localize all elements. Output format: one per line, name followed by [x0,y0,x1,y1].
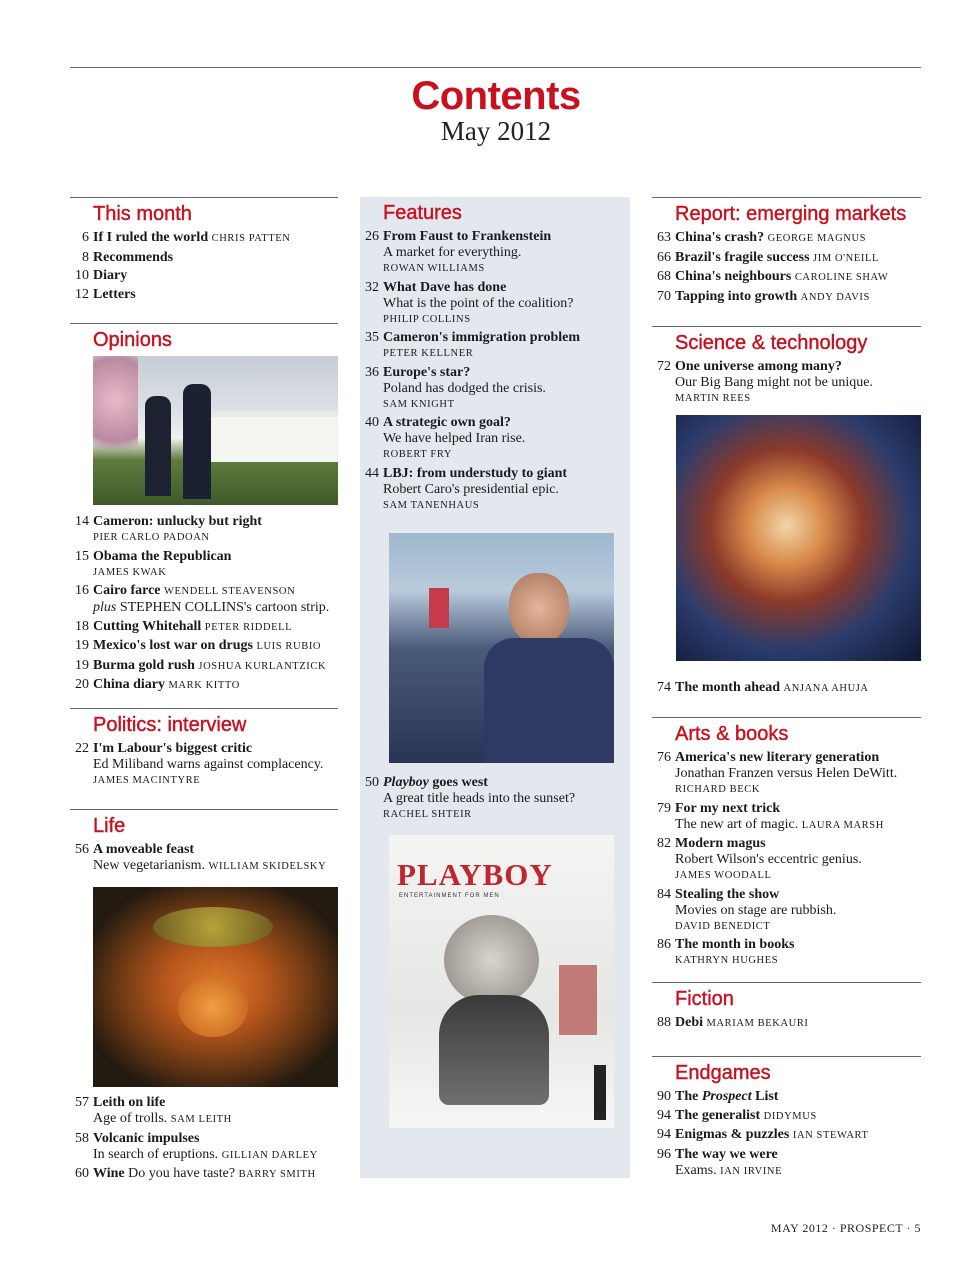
toc-entry[interactable] [360,365,630,413]
entry-deck [93,858,338,875]
page-number: 20 [75,677,89,692]
entry-deck [675,1163,921,1180]
entry-deck [675,852,921,868]
deck-text: Do you have taste? [124,1166,239,1181]
toc-entry[interactable] [360,280,630,328]
section-heading: Science & technology [675,332,868,354]
author: SAM TANENHAUS [383,499,480,511]
title-italic: Prospect [701,1089,752,1104]
entry-title [675,1015,703,1030]
author: MARK KITTO [168,680,240,691]
title-text: From Faust to Frankenstein [383,229,552,244]
toc-entry[interactable] [360,229,630,277]
author: ANDY DAVIS [800,291,870,303]
page-number: 72 [657,359,671,374]
author: JAMES KWAK [93,566,167,578]
title-text: A moveable feast [93,842,195,857]
section-heading: Arts & books [675,723,789,745]
section-science-more [652,680,921,700]
page-number: 86 [657,937,671,952]
page-title: Contents [411,74,581,118]
deck-text: Ed Miliband warns against complacency. [93,757,324,772]
toc-entry[interactable] [652,1015,921,1032]
title-text: Wine [93,1166,125,1181]
page-number: 68 [657,269,671,284]
entry-title [93,268,127,283]
entry-title [383,280,506,295]
section-science [652,326,921,410]
playboy-cover [389,835,614,1128]
author: KATHRYN HUGHES [675,955,779,966]
toc-entry[interactable] [70,658,338,675]
page-number: 60 [75,1166,89,1181]
page-number: 14 [75,514,89,529]
page-number: 36 [365,364,379,380]
page-number: 88 [657,1015,671,1030]
entry-deck [383,791,630,807]
toc-entry[interactable] [360,415,630,463]
toc-entry[interactable] [360,466,630,514]
author: IAN IRVINE [720,1165,783,1177]
toc-entry[interactable] [652,750,921,798]
entry-title [383,330,580,345]
entry-title [93,741,252,756]
title-text: One universe among many? [675,359,842,374]
page-number: 56 [75,842,89,857]
deck-text: What is the point of the coalition? [383,295,574,311]
author: RACHEL SHTEIR [383,809,472,820]
author: LAURA MARSH [801,819,884,831]
page-number: 32 [365,279,379,295]
entry-title [93,619,201,634]
title-text: Cutting Whitehall [93,618,202,634]
author: JIM O'NEILL [813,252,879,264]
toc-entry[interactable] [652,289,921,306]
entry-title [383,775,488,790]
entry-title [383,365,470,380]
page-number: 76 [657,750,671,765]
top-rule [70,67,921,68]
deck-text: We have helped Iran rise. [383,431,526,446]
toc-entry[interactable] [70,1166,338,1183]
page-number: 19 [75,638,89,653]
entry-title [675,836,766,851]
page-number: 57 [75,1095,89,1110]
title-text: China diary [93,677,165,692]
title-text: Recommends [93,249,174,265]
author: DIDYMUS [763,1110,817,1122]
page-number: 12 [75,286,89,302]
page-footer: MAY 2012 · PROSPECT · 5 [770,1221,921,1235]
page-number: 8 [82,249,89,265]
author: MARTIN REES [675,393,751,404]
page-number: 19 [75,657,89,673]
toc-entry[interactable] [652,250,921,267]
title-text: Modern magus [675,836,766,851]
toc-entry[interactable] [70,619,338,636]
playboy-tagline: ENTERTAINMENT FOR MEN [399,893,500,899]
title-text: Diary [93,268,128,283]
entry-title [675,250,810,265]
deck-text: STEPHEN COLLINS's cartoon strip. [116,600,330,615]
entry-title [675,1108,760,1123]
entry-deck [383,381,630,397]
title-text: goes west [428,775,488,790]
page-number: 26 [365,229,379,244]
title-text: Letters [93,286,136,302]
section-heading: Politics: interview [93,714,247,736]
page-number: 44 [365,465,379,481]
page-number: 79 [657,800,671,816]
author: CAROLINE SHAW [794,272,889,283]
entry-title [93,250,173,265]
entry-deck [675,817,921,834]
deck-italic: plus [93,600,117,615]
entry-title [93,677,165,692]
toc-entry[interactable] [652,836,921,884]
deck-text: Movies on stage are rubbish. [675,902,837,918]
title-text: Burma gold rush [93,657,195,673]
entry-title [675,937,794,952]
entry-title [383,229,551,244]
section-fiction [652,982,921,1035]
entry-title [93,638,253,653]
entry-title [93,658,195,673]
life-painting [93,887,338,1087]
page-number: 50 [365,775,379,790]
page-number: 74 [657,680,671,695]
title-text: LBJ: from understudy to giant [383,465,568,481]
page-number: 10 [75,268,89,283]
toc-entry[interactable] [652,359,921,407]
deck-text: Exams. [675,1162,721,1178]
title-text: Enigmas & puzzles [675,1127,790,1142]
entry-title [675,1147,778,1162]
entry-title [675,289,797,304]
deck-text: Robert Caro's presidential epic. [383,481,559,497]
section-life [70,809,338,878]
author: JOSHUA KURLANTZICK [198,660,327,672]
entry-deck [383,431,630,447]
toc-entry[interactable] [70,638,338,655]
author: LUIS RUBIO [256,641,322,652]
section-life-list [70,1095,338,1186]
entry-title [675,887,779,902]
page-number: 94 [657,1107,671,1123]
page-number: 96 [657,1146,671,1162]
title-text: Mexico's lost war on drugs [93,638,253,653]
toc-entry[interactable] [70,514,338,546]
title-text: What Dave has done [383,279,507,295]
section-endgames [652,1056,921,1182]
toc-entry[interactable] [652,801,921,834]
author: WENDELL STEAVENSON [164,586,296,597]
page-number: 84 [657,886,671,902]
page-number: 63 [657,230,671,245]
section-report [652,197,921,308]
opinions-photo [93,356,338,505]
section-politics [70,708,338,792]
page-number: 94 [657,1127,671,1142]
page-number: 82 [657,836,671,851]
title-italic: Playboy [383,775,429,790]
entry-title [93,583,161,598]
entry-title [675,801,780,816]
toc-entry[interactable] [652,937,921,969]
page-number: 66 [657,249,671,265]
entry-deck [93,1111,338,1128]
title-text: America's new literary generation [675,750,880,765]
toc-entry[interactable] [70,549,338,581]
section-heading: This month [93,203,192,225]
section-heading: Features [383,202,462,224]
page-number: 6 [82,230,89,245]
entry-title [93,230,208,245]
entry-deck [675,903,921,919]
deck-text: Robert Wilson's eccentric genius. [675,852,862,867]
title-text: China's neighbours [675,269,792,284]
toc-entry[interactable] [70,842,338,875]
toc-entry[interactable] [70,677,338,694]
author: GILLIAN DARLEY [221,1149,318,1161]
deck-text: The new art of magic. [675,816,802,832]
toc-entry[interactable] [70,287,338,303]
toc-entry[interactable] [360,330,630,362]
author: MARIAM BEKAURI [706,1018,809,1029]
title-text: For my next trick [675,800,781,816]
title-text: Volcanic impulses [93,1130,200,1146]
title-text: Obama the Republican [93,548,232,564]
title-text: Cameron's immigration problem [383,330,581,345]
deck-text: New vegetarianism. [93,858,209,873]
entry-deck [675,766,921,782]
title-text: Cairo farce [93,583,161,598]
title-text: Cameron: unlucky but right [93,514,262,529]
section-features-playboy [360,775,630,826]
author: WILLIAM SKIDELSKY [208,861,327,872]
author: JAMES WOODALL [675,870,772,881]
entry-title [675,750,879,765]
deck-text: Poland has dodged the crisis. [383,380,546,396]
deck-text: A market for everything. [383,245,522,260]
toc-entry[interactable] [652,680,921,697]
page-number: 16 [75,583,89,598]
lbj-photo [389,533,614,763]
section-arts [652,717,921,972]
page-number: 18 [75,618,89,634]
entry-title [675,1127,789,1142]
entry-title [383,415,511,430]
title-text-end: List [751,1089,779,1104]
issue-date: May 2012 [440,116,552,146]
section-this-month [70,197,338,305]
section-heading: Fiction [675,988,734,1010]
page-number: 58 [75,1130,89,1146]
toc-entry[interactable] [70,250,338,266]
entry-title [93,514,262,529]
section-heading: Opinions [93,329,172,351]
entry-deck [93,600,338,616]
title-text: Tapping into growth [675,288,798,304]
entry-title [675,680,780,695]
entry-deck [675,375,921,391]
toc-entry[interactable] [652,1089,921,1105]
title-text: A strategic own goal? [383,415,511,430]
page-number: 35 [365,330,379,345]
title-text: Brazil's fragile success [675,249,810,265]
title-text: The generalist [675,1107,761,1123]
toc-entry[interactable] [70,1095,338,1128]
entry-title [675,230,764,245]
author: SAM LEITH [170,1114,232,1125]
page-number: 90 [657,1089,671,1104]
entry-title [93,842,194,857]
author: SAM KNIGHT [383,398,455,410]
author: IAN STEWART [792,1130,869,1141]
title-text: The month ahead [675,680,781,695]
entry-title [93,1131,199,1146]
toc-entry[interactable] [652,1147,921,1180]
page-number: 22 [75,741,89,756]
author: PHILIP COLLINS [383,313,471,325]
section-opinions-list [70,514,338,697]
author: DAVID BENEDICT [675,920,771,932]
page-number: 15 [75,548,89,564]
author: PETER RIDDELL [204,621,293,633]
toc-entry[interactable] [70,230,338,247]
entry-deck [383,482,630,498]
entry-title [383,466,567,481]
author: PIER CARLO PADOAN [93,532,210,543]
toc-entry[interactable] [652,887,921,935]
section-heading: Life [93,815,126,837]
author: PETER KELLNER [383,348,474,359]
entry-deck [125,1166,316,1181]
toc-entry[interactable] [652,1127,921,1144]
nebula-image [676,415,921,661]
author: RICHARD BECK [675,784,761,795]
author: ROWAN WILLIAMS [383,263,485,274]
author: ANJANA AHUJA [783,683,869,694]
playboy-logo: PLAYBOY [397,857,553,892]
entry-title [675,269,791,284]
deck-text: A great title heads into the sunset? [383,791,576,806]
title-text: I'm Labour's biggest critic [93,741,253,756]
toc-entry[interactable] [652,269,921,286]
entry-deck [383,296,630,312]
author: GEORGE MAGNUS [767,233,867,244]
page-number: 40 [365,415,379,430]
title-text: The month in books [675,937,795,952]
section-features [360,197,630,516]
entry-title [93,287,136,302]
title-text: The way we were [675,1146,778,1162]
entry-title [93,549,231,564]
title-text: The [675,1089,702,1104]
entry-title [93,1095,165,1110]
title-text: If I ruled the world [93,230,209,245]
page-number: 70 [657,288,671,304]
title-text: China's crash? [675,230,765,245]
author: JAMES MACINTYRE [93,775,201,786]
title-text: Debi [675,1015,703,1030]
entry-title [675,1089,778,1104]
author: CHRIS PATTEN [211,233,291,244]
author: ROBERT FRY [383,449,453,460]
entry-title [675,359,842,374]
entry-deck [93,1147,338,1164]
deck-text: Jonathan Franzen versus Helen DeWitt. [675,766,898,781]
deck-text: Age of trolls. [93,1111,171,1126]
toc-entry[interactable] [70,1131,338,1164]
toc-entry[interactable] [70,741,338,789]
section-heading: Report: emerging markets [675,203,907,225]
toc-entry[interactable] [70,583,338,616]
title-text: Stealing the show [675,886,780,902]
entry-title [93,1166,125,1181]
section-opinions [70,323,338,356]
title-text: Europe's star? [383,364,471,380]
title-text: Leith on life [93,1095,166,1110]
deck-text: In search of eruptions. [93,1146,222,1162]
deck-text: Our Big Bang might not be unique. [675,375,873,390]
toc-entry[interactable] [652,1108,921,1125]
author: BARRY SMITH [238,1169,316,1180]
entry-deck [93,757,338,773]
toc-entry[interactable] [360,775,630,823]
toc-entry[interactable] [70,268,338,284]
toc-entry[interactable] [652,230,921,247]
entry-deck [383,245,630,261]
section-heading: Endgames [675,1062,771,1084]
